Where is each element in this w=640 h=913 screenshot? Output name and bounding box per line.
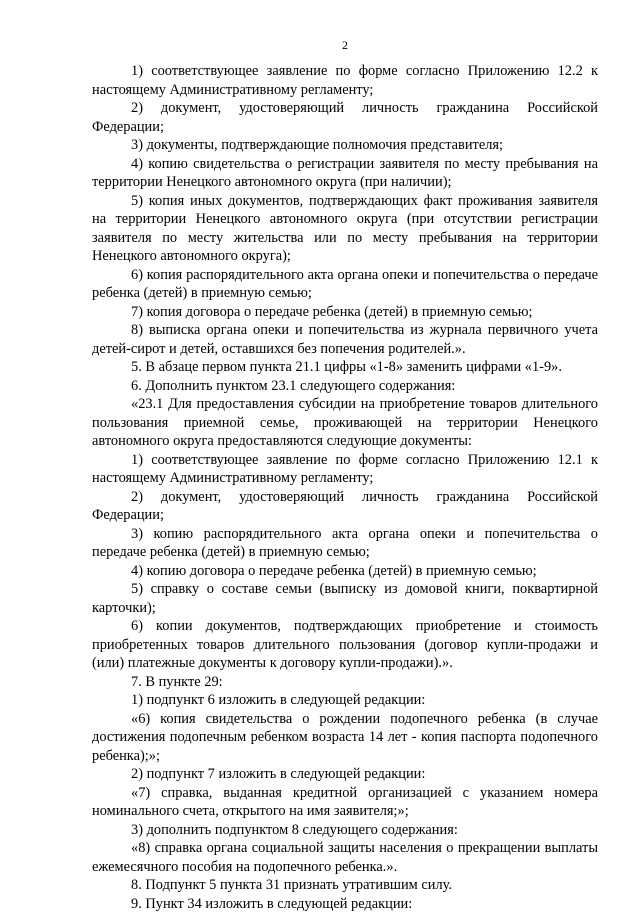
paragraph: 5) справку о составе семьи (выписку из домовой книги, поквартирной карточки); <box>92 580 598 617</box>
paragraph: 5) копия иных документов, подтверждающих факт проживания заявителя на территории Ненецкого автономного округа (при отсутствии регистрации заявителя по месту жительства или по месту пребывания на территории Ненецкого автономного округа); <box>92 192 598 266</box>
paragraph: 2) документ, удостоверяющий личность гражданина Российской Федерации; <box>92 488 598 525</box>
paragraph: 2) подпункт 7 изложить в следующей редакции: <box>92 765 598 784</box>
paragraph: «7) справка, выданная кредитной организацией с указанием номера номинального счета, открытого на имя заявителя;»; <box>92 784 598 821</box>
paragraph: 7) копия договора о передаче ребенка (детей) в приемную семью; <box>92 303 598 322</box>
paragraph: «6) копия свидетельства о рождении подопечного ребенка (в случае достижения подопечным ребенком возраста 14 лет - копия паспорта подопечного ребенка);»; <box>92 710 598 766</box>
paragraph: 6) копии документов, подтверждающих приобретение и стоимость приобретенных товаров длительного пользования (договор купли-продажи и (или) платежные документы к договору купли-продажи).». <box>92 617 598 673</box>
paragraph: 4) копию свидетельства о регистрации заявителя по месту пребывания на территории Ненецкого автономного округа (при наличии); <box>92 155 598 192</box>
paragraph: 8) выписка органа опеки и попечительства из журнала первичного учета детей-сирот и детей, оставшихся без попечения родителей.». <box>92 321 598 358</box>
paragraph: 1) подпункт 6 изложить в следующей редакции: <box>92 691 598 710</box>
paragraph: «8) справка органа социальной защиты населения о прекращении выплаты ежемесячного пособия на подопечного ребенка.». <box>92 839 598 876</box>
paragraph: 7. В пункте 29: <box>92 673 598 692</box>
paragraph: 3) дополнить подпунктом 8 следующего содержания: <box>92 821 598 840</box>
document-body <box>92 62 598 913</box>
paragraph: «23.1 Для предоставления субсидии на приобретение товаров длительного пользования приемной семье, проживающей на территории Ненецкого автономного округа предоставляются следующие документы: <box>92 395 598 451</box>
paragraph: 3) копию распорядительного акта органа опеки и попечительства о передаче ребенка (детей) в приемную семью; <box>92 525 598 562</box>
paragraph: 2) документ, удостоверяющий личность гражданина Российской Федерации; <box>92 99 598 136</box>
paragraph: 8. Подпункт 5 пункта 31 признать утратившим силу. <box>92 876 598 895</box>
paragraph: 5. В абзаце первом пункта 21.1 цифры «1-8» заменить цифрами «1-9». <box>92 358 598 377</box>
paragraph: 4) копию договора о передаче ребенка (детей) в приемную семью; <box>92 562 598 581</box>
paragraph: 9. Пункт 34 изложить в следующей редакции: <box>92 895 598 913</box>
paragraph: 6. Дополнить пунктом 23.1 следующего содержания: <box>92 377 598 396</box>
paragraph: 1) соответствующее заявление по форме согласно Приложению 12.1 к настоящему Административному регламенту; <box>92 451 598 488</box>
page-number: 2 <box>92 38 598 60</box>
paragraph: 1) соответствующее заявление по форме согласно Приложению 12.2 к настоящему Административному регламенту; <box>92 62 598 99</box>
paragraph: 3) документы, подтверждающие полномочия представителя; <box>92 136 598 155</box>
paragraph: 6) копия распорядительного акта органа опеки и попечительства о передаче ребенка (детей) в приемную семью; <box>92 266 598 303</box>
